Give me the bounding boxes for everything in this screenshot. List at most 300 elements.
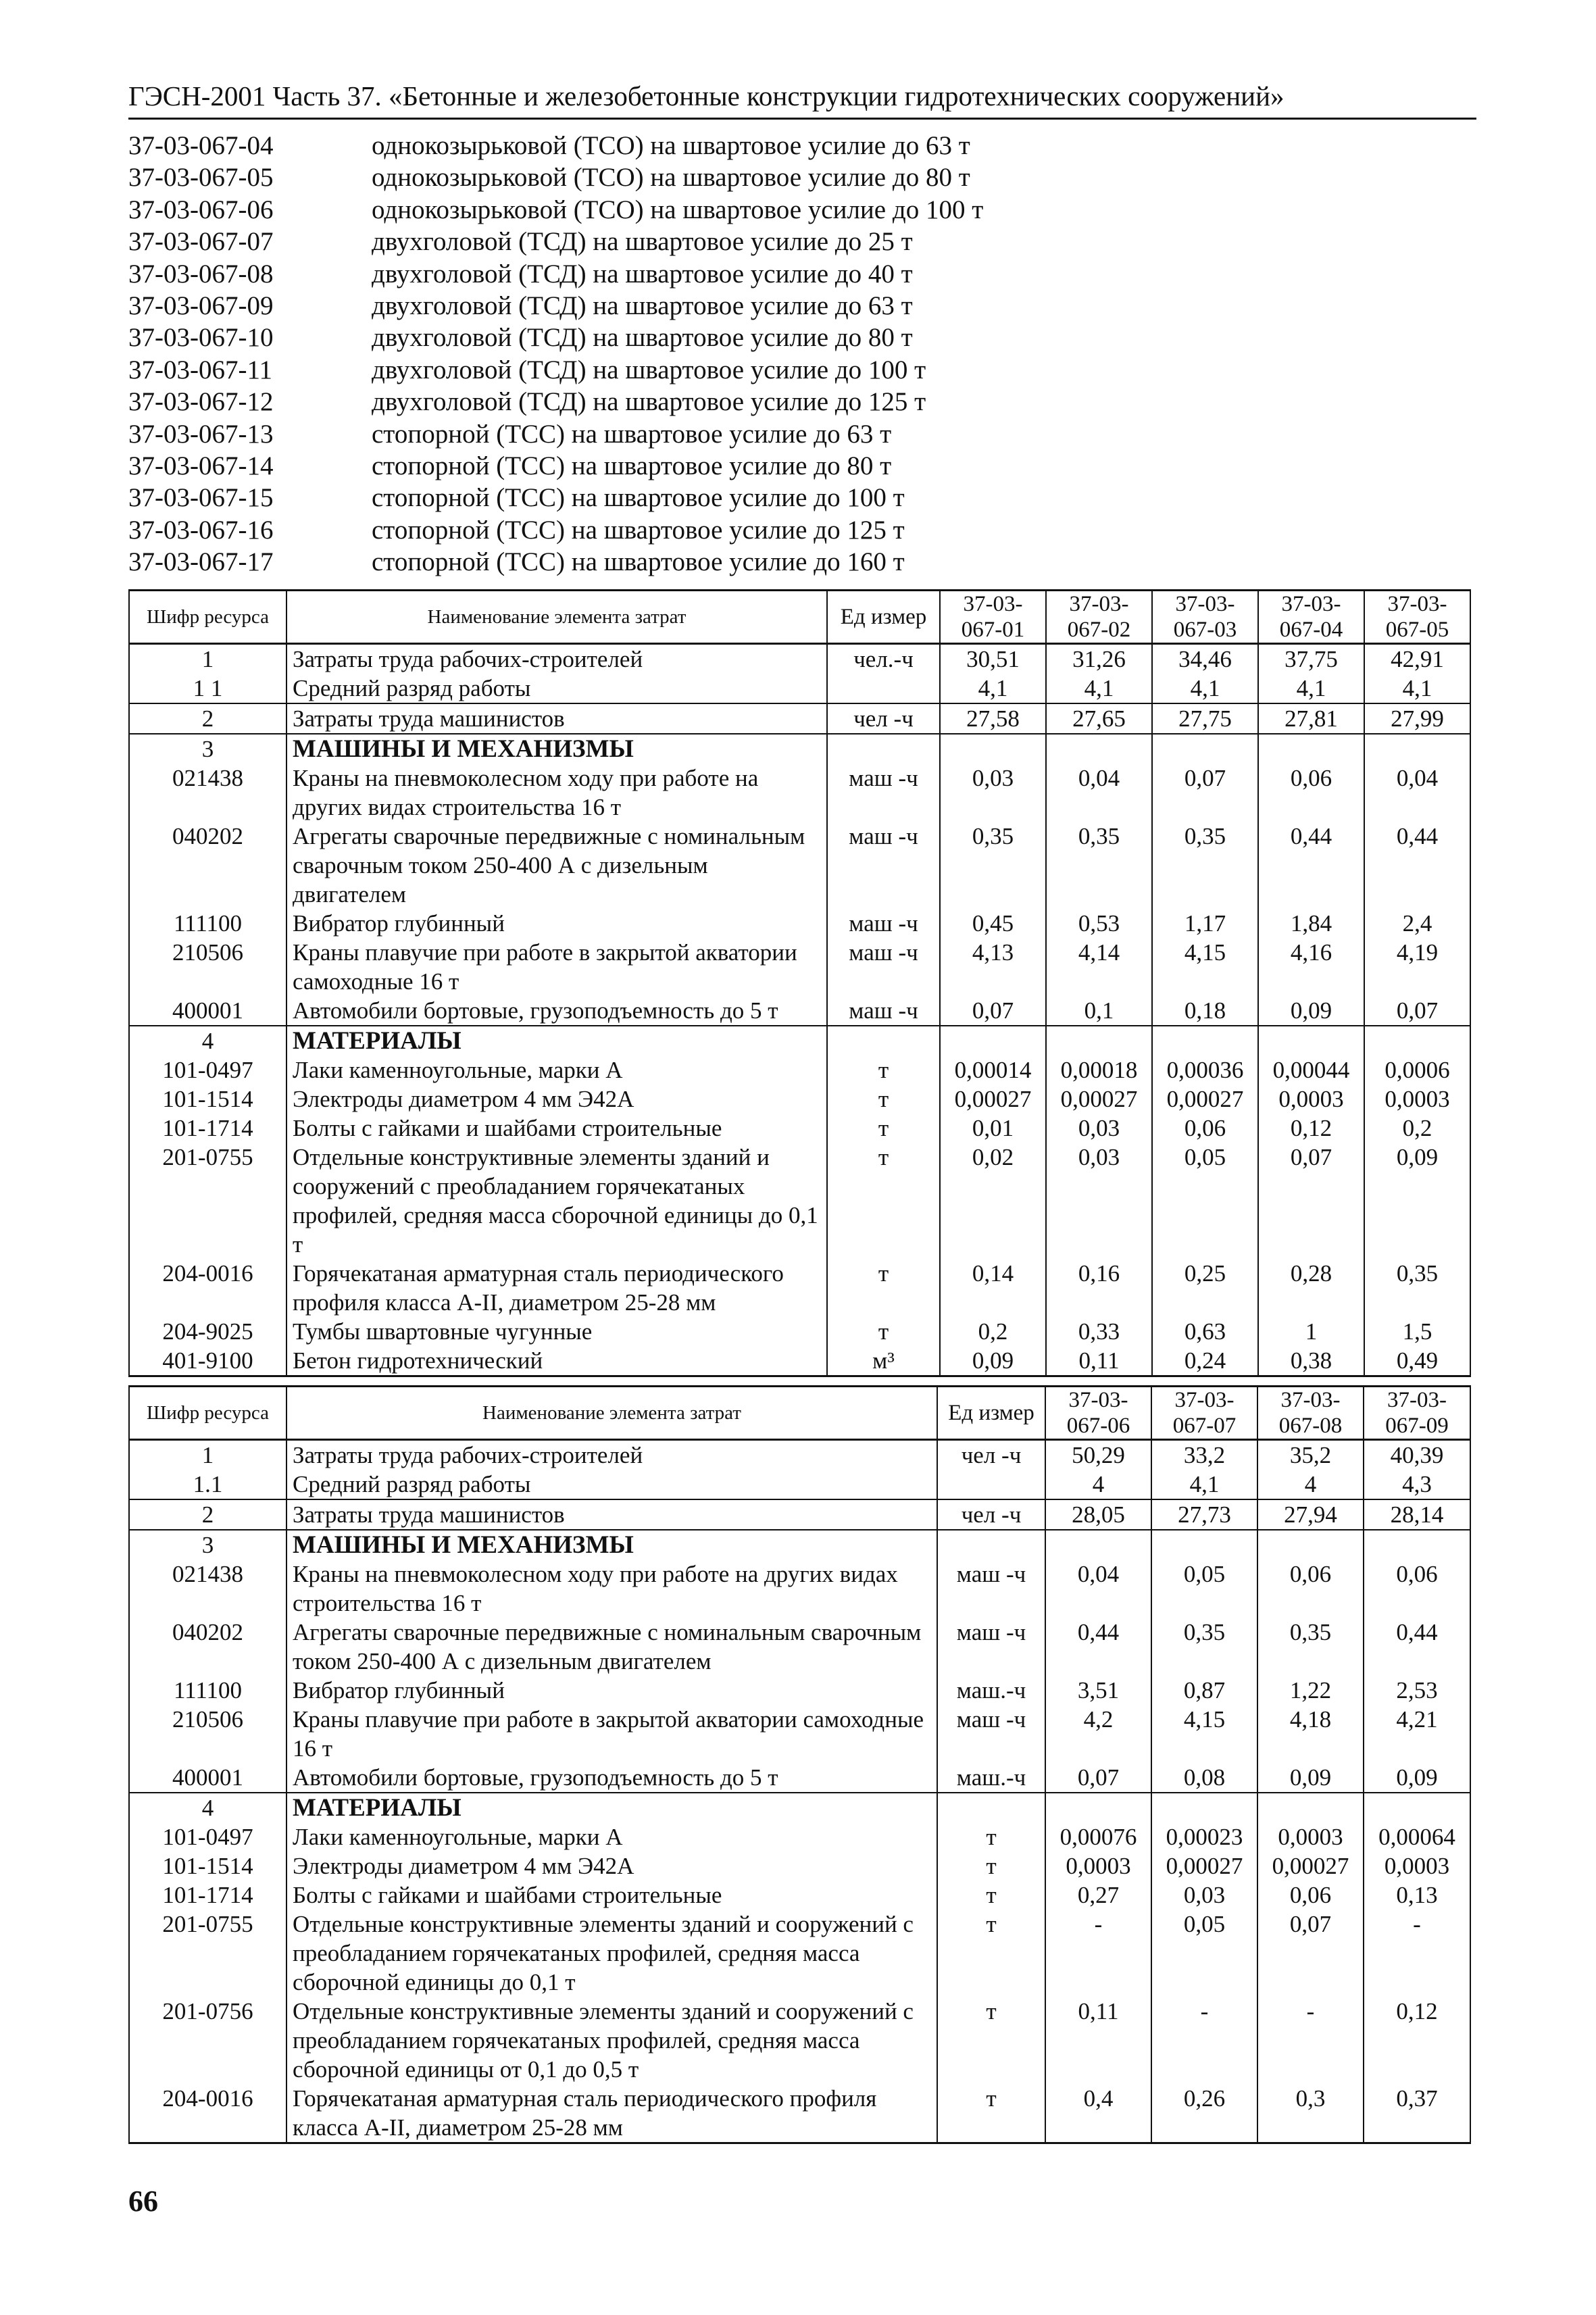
resource-value: 0,00076	[1045, 1822, 1151, 1851]
resource-value: 1,5	[1364, 1317, 1470, 1346]
resource-value: 28,14	[1364, 1499, 1470, 1530]
code-description: однокозырьковой (ТСО) на швартовое усилие до 80 т	[372, 163, 970, 193]
resource-code: 101-1514	[129, 1851, 286, 1881]
table-row	[129, 1440, 1470, 1470]
table-row	[129, 1822, 1470, 1851]
resource-value: 0,00064	[1364, 1822, 1470, 1851]
resource-value: 0,03	[940, 764, 1046, 822]
resource-value: 0,05	[1151, 1910, 1257, 1997]
resource-value: 0,07	[1258, 1143, 1364, 1259]
table-row	[129, 644, 1470, 674]
resource-value	[1151, 1793, 1257, 1822]
resource-name: Вибратор глубинный	[286, 1676, 937, 1705]
resource-value: 0,44	[1045, 1618, 1151, 1676]
code-description: стопорной (ТСС) на швартовое усилие до 63 т	[372, 419, 892, 449]
resource-name: Затраты труда рабочих-строителей	[286, 644, 827, 674]
resource-value: 0,00036	[1152, 1055, 1258, 1085]
resource-value	[1046, 734, 1152, 764]
code-list-item	[128, 130, 1466, 161]
header-col: 37-03-067-08	[1257, 1387, 1364, 1440]
table-row	[129, 1114, 1470, 1143]
resource-value: 0,00044	[1258, 1055, 1364, 1085]
table-row	[129, 1346, 1470, 1376]
resource-code: 1 1	[129, 674, 286, 703]
table-row	[129, 1910, 1470, 1997]
resource-value: 0,11	[1046, 1346, 1152, 1376]
resource-unit: маш -ч	[827, 822, 940, 909]
header-name: Наименование элемента затрат	[286, 591, 827, 644]
resource-code: 040202	[129, 1618, 286, 1676]
header-name: Наименование элемента затрат	[286, 1387, 937, 1440]
resource-value: 50,29	[1045, 1440, 1151, 1470]
resource-value: 0,0003	[1258, 1085, 1364, 1114]
resource-value	[1364, 1530, 1470, 1560]
resource-value: 0,07	[940, 996, 1046, 1026]
resource-value: 0,0006	[1364, 1055, 1470, 1085]
resource-value: 1,22	[1257, 1676, 1364, 1705]
resource-unit	[937, 1793, 1045, 1822]
resource-value: -	[1364, 1910, 1470, 1997]
header-col: 37-03-067-06	[1045, 1387, 1151, 1440]
resource-code: 210506	[129, 938, 286, 996]
resource-value: 0,35	[1152, 822, 1258, 909]
code-description: однокозырьковой (ТСО) на швартовое усилие до 63 т	[372, 131, 970, 160]
resource-code: 201-0755	[129, 1143, 286, 1259]
resource-value	[1364, 1026, 1470, 1055]
resource-unit: маш -ч	[827, 938, 940, 996]
code-number: 37-03-067-07	[128, 227, 274, 257]
resource-value: 4,1	[1152, 674, 1258, 703]
resource-value: 27,58	[940, 703, 1046, 734]
resource-value: 4,21	[1364, 1705, 1470, 1763]
page-header: ГЭСН-2001 Часть 37. «Бетонные и железобетонные конструкции гидротехнических сооружений»	[128, 80, 1476, 120]
resource-value: 0,3	[1257, 2084, 1364, 2143]
resource-value: 4	[1257, 1470, 1364, 1499]
resource-value: 0,35	[1257, 1618, 1364, 1676]
resource-value: 0,09	[1364, 1143, 1470, 1259]
resource-unit: т	[937, 1910, 1045, 1997]
resource-name: МАТЕРИАЛЫ	[286, 1793, 937, 1822]
resource-name: Лаки каменноугольные, марки А	[286, 1822, 937, 1851]
resource-name: Краны плавучие при работе в закрытой акватории самоходные 16 т	[286, 938, 827, 996]
resource-value: 0,07	[1152, 764, 1258, 822]
resource-value: 0,12	[1258, 1114, 1364, 1143]
resource-unit	[827, 674, 940, 703]
resource-value: 0,87	[1151, 1676, 1257, 1705]
resource-value: 27,81	[1258, 703, 1364, 734]
resource-value: 0,35	[1364, 1259, 1470, 1317]
resource-value: 4,1	[1046, 674, 1152, 703]
resource-code: 101-0497	[129, 1055, 286, 1085]
resource-value: 0,00027	[1151, 1851, 1257, 1881]
resource-name: Горячекатаная арматурная сталь периодического профиля класса А-II, диаметром 25-28 мм	[286, 1259, 827, 1317]
resource-value: 0,07	[1364, 996, 1470, 1026]
resource-unit: маш -ч	[827, 909, 940, 938]
table-row	[129, 938, 1470, 996]
resource-code: 111100	[129, 1676, 286, 1705]
code-list-item	[128, 322, 1466, 353]
resource-value: 0,2	[1364, 1114, 1470, 1143]
resource-value: 0,35	[1046, 822, 1152, 909]
resource-code: 2	[129, 703, 286, 734]
resource-value: 4,1	[1364, 674, 1470, 703]
resource-value: 0,00027	[1257, 1851, 1364, 1881]
resource-value: 0,0003	[1045, 1851, 1151, 1881]
table-row	[129, 1470, 1470, 1499]
resource-value: 0,00027	[1046, 1085, 1152, 1114]
resource-code: 401-9100	[129, 1346, 286, 1376]
resource-value	[1045, 1793, 1151, 1822]
resource-name: Болты с гайками и шайбами строительные	[286, 1114, 827, 1143]
resource-value: -	[1045, 1910, 1151, 1997]
resource-value: 4,1	[1258, 674, 1364, 703]
table-row	[129, 1085, 1470, 1114]
resource-value: 0,33	[1046, 1317, 1152, 1346]
resource-code: 040202	[129, 822, 286, 909]
table-row	[129, 764, 1470, 822]
resource-value: 30,51	[940, 644, 1046, 674]
resource-value	[940, 1026, 1046, 1055]
code-description: стопорной (ТСС) на швартовое усилие до 125 т	[372, 515, 905, 545]
header-unit: Ед измер	[827, 591, 940, 644]
resource-value: 33,2	[1151, 1440, 1257, 1470]
resource-name: Электроды диаметром 4 мм Э42А	[286, 1851, 937, 1881]
resource-value: 0,44	[1364, 822, 1470, 909]
resource-unit	[937, 1470, 1045, 1499]
table-row	[129, 822, 1470, 909]
code-number: 37-03-067-16	[128, 515, 274, 545]
code-description: стопорной (ТСС) на швартовое усилие до 80 т	[372, 451, 892, 481]
resource-code: 111100	[129, 909, 286, 938]
resource-value: 0,35	[1151, 1618, 1257, 1676]
table-row	[129, 1881, 1470, 1910]
resource-value: 27,99	[1364, 703, 1470, 734]
header-col: 37-03-067-05	[1364, 591, 1470, 644]
table-row	[129, 1851, 1470, 1881]
code-number: 37-03-067-09	[128, 291, 274, 321]
resource-unit: т	[827, 1317, 940, 1346]
resource-code: 400001	[129, 996, 286, 1026]
header-col: 37-03-067-07	[1151, 1387, 1257, 1440]
code-number: 37-03-067-17	[128, 547, 274, 577]
table-row	[129, 909, 1470, 938]
resource-unit: м³	[827, 1346, 940, 1376]
resource-code: 204-0016	[129, 1259, 286, 1317]
code-list-item	[128, 194, 1466, 226]
resource-value: 0,03	[1151, 1881, 1257, 1910]
resource-unit: т	[827, 1085, 940, 1114]
resource-value: 0,38	[1258, 1346, 1364, 1376]
resource-value: 4,16	[1258, 938, 1364, 996]
resource-unit: чел.-ч	[827, 644, 940, 674]
resource-value: 0,04	[1046, 764, 1152, 822]
code-list-item	[128, 290, 1466, 322]
resource-value: 4,1	[940, 674, 1046, 703]
code-number: 37-03-067-06	[128, 195, 274, 224]
resource-value	[1364, 734, 1470, 764]
code-description: двухголовой (ТСД) на швартовое усилие до 80 т	[372, 323, 913, 353]
code-list-item	[128, 354, 1466, 386]
resource-value: 0,16	[1046, 1259, 1152, 1317]
resource-value: 4,15	[1151, 1705, 1257, 1763]
header-col: 37-03-067-02	[1046, 591, 1152, 644]
resource-value: 0,4	[1045, 2084, 1151, 2143]
resource-value: 4,3	[1364, 1470, 1470, 1499]
code-number: 37-03-067-11	[128, 355, 273, 384]
resource-code: 210506	[129, 1705, 286, 1763]
resource-unit	[827, 1026, 940, 1055]
resource-unit: маш -ч	[937, 1560, 1045, 1618]
resource-value: 0,26	[1151, 2084, 1257, 2143]
resource-value: 0,07	[1257, 1910, 1364, 1997]
resource-value: 0,06	[1257, 1560, 1364, 1618]
code-list-item	[128, 226, 1466, 257]
resource-unit: чел -ч	[937, 1499, 1045, 1530]
resource-name: Средний разряд работы	[286, 674, 827, 703]
resource-value: 4,14	[1046, 938, 1152, 996]
resource-value: 0,14	[940, 1259, 1046, 1317]
resource-unit: маш -ч	[827, 764, 940, 822]
resource-name: Отдельные конструктивные элементы зданий и сооружений с преобладанием горячекатаных профилей, средняя масса сборочной единицы от 0,1 до 0,5 т	[286, 1997, 937, 2084]
resource-value	[1045, 1530, 1151, 1560]
resource-name: Отдельные конструктивные элементы зданий и сооружений с преобладанием горячекатаных профилей, средняя масса сборочной единицы до 0,1 т	[286, 1910, 937, 1997]
resource-unit: маш.-ч	[937, 1676, 1045, 1705]
code-description: двухголовой (ТСД) на швартовое усилие до 25 т	[372, 227, 913, 257]
resource-code: 2	[129, 1499, 286, 1530]
header-unit: Ед измер	[937, 1387, 1045, 1440]
resource-name: Краны на пневмоколесном ходу при работе на других видах строительства 16 т	[286, 764, 827, 822]
resource-value: 0,00014	[940, 1055, 1046, 1085]
resource-code: 101-0497	[129, 1822, 286, 1851]
resource-name: Затраты труда рабочих-строителей	[286, 1440, 937, 1470]
code-number: 37-03-067-15	[128, 483, 274, 513]
resource-value: 0,05	[1151, 1560, 1257, 1618]
code-list-item	[128, 482, 1466, 514]
resource-value: 0,0003	[1364, 1851, 1470, 1881]
resource-value: 4,2	[1045, 1705, 1151, 1763]
resource-value: 0,07	[1045, 1763, 1151, 1793]
resource-unit: чел -ч	[937, 1440, 1045, 1470]
resource-unit: т	[937, 1997, 1045, 2084]
resource-value	[1152, 1026, 1258, 1055]
resource-value: 0,09	[1257, 1763, 1364, 1793]
resource-value	[1257, 1793, 1364, 1822]
table-row	[129, 1618, 1470, 1676]
resource-value: 0,18	[1152, 996, 1258, 1026]
resource-value: 1	[1258, 1317, 1364, 1346]
resource-value: 35,2	[1257, 1440, 1364, 1470]
resource-value	[1258, 734, 1364, 764]
header-code: Шифр ресурса	[129, 1387, 286, 1440]
resource-value: 0,02	[940, 1143, 1046, 1259]
resource-unit: маш -ч	[827, 996, 940, 1026]
resource-value: 27,75	[1152, 703, 1258, 734]
resource-value: 0,00027	[940, 1085, 1046, 1114]
code-number: 37-03-067-05	[128, 163, 274, 193]
resource-value	[1151, 1530, 1257, 1560]
table-row	[129, 1499, 1470, 1530]
resource-value: 0,00023	[1151, 1822, 1257, 1851]
table-row	[129, 2084, 1470, 2143]
code-list	[128, 130, 1466, 578]
resource-value: 0,53	[1046, 909, 1152, 938]
resource-name: Отдельные конструктивные элементы зданий и сооружений с преобладанием горячекатаных профилей, средняя масса сборочной единицы до 0,1 т	[286, 1143, 827, 1259]
resource-value: 0,45	[940, 909, 1046, 938]
resource-value: 0,44	[1258, 822, 1364, 909]
resource-value: 0,11	[1045, 1997, 1151, 2084]
code-list-item	[128, 514, 1466, 546]
resource-value: 0,0003	[1364, 1085, 1470, 1114]
resource-value: 0,04	[1364, 764, 1470, 822]
table-row	[129, 1055, 1470, 1085]
resource-code: 021438	[129, 1560, 286, 1618]
code-number: 37-03-067-04	[128, 131, 274, 160]
resource-unit: маш -ч	[937, 1618, 1045, 1676]
resource-value: 4,19	[1364, 938, 1470, 996]
resource-code: 021438	[129, 764, 286, 822]
resource-name: Краны на пневмоколесном ходу при работе на других видах строительства 16 т	[286, 1560, 937, 1618]
resource-name: Вибратор глубинный	[286, 909, 827, 938]
resource-value: 0,09	[1364, 1763, 1470, 1793]
resource-name: Автомобили бортовые, грузоподъемность до 5 т	[286, 1763, 937, 1793]
resource-value: -	[1151, 1997, 1257, 2084]
resource-value: 2,53	[1364, 1676, 1470, 1705]
resource-value: 0,27	[1045, 1881, 1151, 1910]
resource-name: Болты с гайками и шайбами строительные	[286, 1881, 937, 1910]
table-row	[129, 734, 1470, 764]
header-col: 37-03-067-09	[1364, 1387, 1470, 1440]
resource-name: Средний разряд работы	[286, 1470, 937, 1499]
resource-value: 0,06	[1152, 1114, 1258, 1143]
code-list-item	[128, 546, 1466, 578]
resource-value: 0,13	[1364, 1881, 1470, 1910]
resource-value: 28,05	[1045, 1499, 1151, 1530]
resource-value: 1,84	[1258, 909, 1364, 938]
resource-code: 101-1714	[129, 1114, 286, 1143]
page-number: 66	[128, 2185, 158, 2218]
resource-value: 37,75	[1258, 644, 1364, 674]
resource-code: 4	[129, 1026, 286, 1055]
resource-name: Затраты труда машинистов	[286, 1499, 937, 1530]
code-description: двухголовой (ТСД) на швартовое усилие до 125 т	[372, 387, 926, 417]
resource-name: Затраты труда машинистов	[286, 703, 827, 734]
resource-unit: чел -ч	[827, 703, 940, 734]
resource-value: 27,73	[1151, 1499, 1257, 1530]
resource-value: 0,09	[1258, 996, 1364, 1026]
header-col: 37-03-067-03	[1152, 591, 1258, 644]
resource-value: 40,39	[1364, 1440, 1470, 1470]
resource-value: 0,06	[1258, 764, 1364, 822]
resource-name: Горячекатаная арматурная сталь периодического профиля класса А-II, диаметром 25-28 мм	[286, 2084, 937, 2143]
table-row	[129, 674, 1470, 703]
resource-code: 1	[129, 1440, 286, 1470]
resource-name: Краны плавучие при работе в закрытой акватории самоходные 16 т	[286, 1705, 937, 1763]
table-row	[129, 996, 1470, 1026]
resource-unit	[827, 734, 940, 764]
resource-code: 1	[129, 644, 286, 674]
resource-code: 204-9025	[129, 1317, 286, 1346]
table-row	[129, 1705, 1470, 1763]
resource-unit: т	[827, 1114, 940, 1143]
resource-value: 34,46	[1152, 644, 1258, 674]
resource-value: 2,4	[1364, 909, 1470, 938]
resource-name: Агрегаты сварочные передвижные с номинальным сварочным током 250-400 А с дизельным двигателем	[286, 822, 827, 909]
resource-value: 4,13	[940, 938, 1046, 996]
resource-value: 0,00018	[1046, 1055, 1152, 1085]
code-description: стопорной (ТСС) на швартовое усилие до 160 т	[372, 547, 905, 577]
table-row	[129, 1317, 1470, 1346]
table-row	[129, 1997, 1470, 2084]
code-list-item	[128, 386, 1466, 418]
resource-value: 0,03	[1046, 1143, 1152, 1259]
table-row	[129, 1143, 1470, 1259]
resource-code: 201-0756	[129, 1997, 286, 2084]
resource-unit: т	[827, 1259, 940, 1317]
header-col: 37-03-067-04	[1258, 591, 1364, 644]
resource-value: 0,49	[1364, 1346, 1470, 1376]
resource-value: 0,04	[1045, 1560, 1151, 1618]
resource-value	[1364, 1793, 1470, 1822]
resource-table-2	[128, 1385, 1471, 2144]
resource-value: 0,24	[1152, 1346, 1258, 1376]
resource-value: 0,2	[940, 1317, 1046, 1346]
resource-unit: т	[937, 1851, 1045, 1881]
resource-value: 4,1	[1151, 1470, 1257, 1499]
resource-value: 4	[1045, 1470, 1151, 1499]
resource-value: 1,17	[1152, 909, 1258, 938]
resource-code: 101-1714	[129, 1881, 286, 1910]
resource-name: МАШИНЫ И МЕХАНИЗМЫ	[286, 1530, 937, 1560]
resource-value: 4,18	[1257, 1705, 1364, 1763]
resource-value: 42,91	[1364, 644, 1470, 674]
resource-value: 27,94	[1257, 1499, 1364, 1530]
code-description: двухголовой (ТСД) на швартовое усилие до 63 т	[372, 291, 913, 321]
resource-value: 0,06	[1364, 1560, 1470, 1618]
resource-code: 400001	[129, 1763, 286, 1793]
resource-value: 0,09	[940, 1346, 1046, 1376]
resource-value: 0,63	[1152, 1317, 1258, 1346]
resource-name: МАТЕРИАЛЫ	[286, 1026, 827, 1055]
resource-value: -	[1257, 1997, 1364, 2084]
resource-value: 4,15	[1152, 938, 1258, 996]
code-description: двухголовой (ТСД) на швартовое усилие до 40 т	[372, 259, 913, 289]
resource-code: 101-1514	[129, 1085, 286, 1114]
resource-value	[1046, 1026, 1152, 1055]
resource-value: 0,06	[1257, 1881, 1364, 1910]
resource-unit: т	[937, 1881, 1045, 1910]
table-row	[129, 1676, 1470, 1705]
code-list-item	[128, 258, 1466, 290]
resource-unit: т	[827, 1055, 940, 1085]
resource-value: 0,0003	[1257, 1822, 1364, 1851]
resource-table-1	[128, 589, 1471, 1377]
table-row	[129, 703, 1470, 734]
resource-name: Агрегаты сварочные передвижные с номинальным сварочным током 250-400 А с дизельным двигателем	[286, 1618, 937, 1676]
table-row	[129, 1763, 1470, 1793]
code-description: однокозырьковой (ТСО) на швартовое усилие до 100 т	[372, 195, 984, 224]
code-list-item	[128, 418, 1466, 450]
resource-name: Лаки каменноугольные, марки А	[286, 1055, 827, 1085]
resource-value: 0,37	[1364, 2084, 1470, 2143]
table-row	[129, 1026, 1470, 1055]
code-description: стопорной (ТСС) на швартовое усилие до 100 т	[372, 483, 905, 513]
resource-name: Тумбы швартовные чугунные	[286, 1317, 827, 1346]
table-row	[129, 1560, 1470, 1618]
code-number: 37-03-067-10	[128, 323, 274, 353]
table-row	[129, 1259, 1470, 1317]
code-number: 37-03-067-14	[128, 451, 274, 481]
resource-unit: т	[937, 2084, 1045, 2143]
